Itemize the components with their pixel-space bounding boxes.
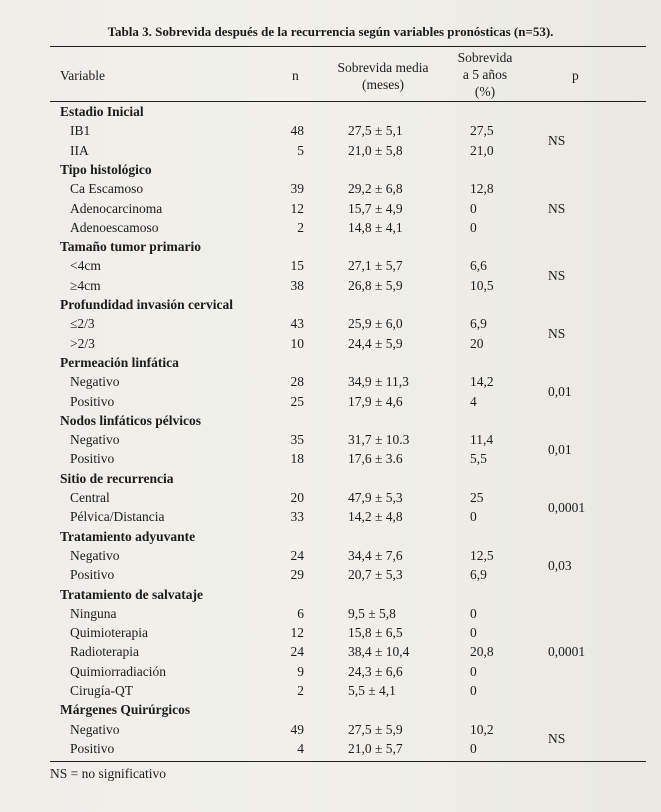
row-mean-survival: 5,5 ± 4,1 (348, 683, 396, 698)
row-variable: Positivo (70, 740, 115, 756)
row-n: 24 (290, 547, 304, 563)
row-n: 18 (290, 451, 304, 467)
row-five-year-survival: 25 (470, 490, 484, 505)
header-five-year (440, 49, 530, 100)
group-p-value: 0,01 (548, 383, 572, 399)
row-n: 15 (290, 258, 304, 274)
header-n: n (292, 68, 299, 83)
row-five-year-survival: 20 (470, 335, 484, 351)
table-title: Tabla 3. Sobrevida después de la recurrencia según variables pronósticas (n=53). (107, 24, 554, 39)
header-five-line2: a 5 años (462, 67, 508, 82)
row-variable: <4cm (70, 258, 101, 274)
row-n: 2 (297, 683, 304, 698)
row-five-year-survival: 6,9 (470, 316, 487, 332)
group-heading: Tipo histológico (60, 161, 152, 177)
group-p-value: 0,0001 (548, 499, 586, 515)
row-n: 38 (290, 277, 304, 293)
row-mean-survival: 14,8 ± 4,1 (348, 219, 403, 235)
row-five-year-survival: 6,6 (470, 258, 487, 274)
row-five-year-survival: 12,8 (470, 181, 494, 197)
row-n: 20 (290, 490, 304, 505)
group-p-value: NS (548, 200, 566, 216)
header-mean (318, 59, 448, 93)
row-mean-survival: 38,4 ± 10,4 (348, 644, 410, 660)
row-variable: IB1 (70, 123, 91, 139)
row-variable: Ca Escamoso (70, 181, 144, 197)
row-n: 12 (290, 625, 304, 641)
row-n: 6 (297, 605, 304, 621)
row-five-year-survival: 5,5 (470, 451, 487, 467)
row-five-year-survival: 11,4 (470, 432, 494, 448)
row-variable: Quimiorradiación (70, 663, 166, 679)
row-five-year-survival: 12,5 (470, 547, 494, 563)
group-heading: Tratamiento adyuvante (60, 528, 196, 544)
row-variable: >2/3 (70, 335, 95, 351)
group-p-value: NS (548, 268, 566, 284)
header-five-line1: Sobrevida (457, 50, 513, 65)
row-five-year-survival: 10,2 (470, 721, 494, 737)
row-variable: Pélvica/Distancia (70, 509, 165, 525)
row-n: 49 (290, 721, 304, 737)
row-mean-survival: 20,7 ± 5,3 (348, 567, 403, 583)
group-heading: Profundidad invasión cervical (60, 297, 234, 312)
group-heading: Nodos linfáticos pélvicos (60, 412, 202, 428)
row-variable: Positivo (70, 393, 115, 409)
row-variable: Adenoescamoso (70, 219, 159, 235)
group-p-value: NS (548, 731, 566, 747)
row-mean-survival: 26,8 ± 5,9 (348, 277, 403, 293)
row-mean-survival: 29,2 ± 6,8 (348, 181, 403, 197)
group-p-value: 0,01 (548, 441, 572, 457)
group-p-value: 0,0001 (548, 644, 586, 660)
row-variable: Cirugía-QT (70, 683, 133, 698)
row-mean-survival: 15,8 ± 6,5 (348, 625, 403, 641)
row-mean-survival: 17,6 ± 3.6 (348, 451, 403, 467)
group-heading: Márgenes Quirúrgicos (60, 702, 191, 718)
row-variable: Negativo (70, 721, 120, 737)
row-five-year-survival: 14,2 (470, 374, 494, 390)
row-mean-survival: 14,2 ± 4,8 (348, 509, 403, 525)
row-five-year-survival: 20,8 (470, 644, 494, 660)
row-n: 39 (290, 181, 304, 197)
group-p-value: 0,03 (548, 557, 572, 573)
row-mean-survival: 31,7 ± 10.3 (348, 432, 410, 448)
row-mean-survival: 34,9 ± 11,3 (348, 374, 409, 390)
row-n: 43 (290, 316, 304, 332)
row-variable: Ninguna (70, 605, 117, 621)
row-n: 5 (297, 142, 304, 158)
row-five-year-survival: 27,5 (470, 123, 494, 139)
row-n: 9 (297, 663, 304, 679)
header-variable: Variable (60, 68, 105, 83)
row-five-year-survival: 6,9 (470, 567, 487, 583)
row-five-year-survival: 10,5 (470, 277, 494, 293)
footnote: NS = no significativo (50, 766, 166, 781)
row-n: 33 (290, 509, 304, 525)
row-variable: Positivo (70, 567, 115, 583)
row-mean-survival: 24,3 ± 6,6 (348, 663, 403, 679)
bottom-rule (50, 761, 646, 762)
row-mean-survival: 17,9 ± 4,6 (348, 393, 403, 409)
row-n: 29 (290, 567, 304, 583)
row-mean-survival: 27,5 ± 5,9 (348, 721, 403, 737)
top-rule (50, 46, 646, 47)
row-variable: Adenocarcinoma (70, 200, 163, 216)
header-five-line3: (%) (474, 84, 496, 99)
row-variable: Negativo (70, 547, 120, 563)
group-heading: Sitio de recurrencia (60, 470, 174, 486)
row-five-year-survival: 0 (470, 219, 477, 235)
header-mean-line1: Sobrevida media (337, 60, 429, 75)
row-mean-survival: 21,0 ± 5,8 (348, 142, 403, 158)
group-p-value: NS (548, 325, 566, 341)
group-heading: Permeación linfática (60, 354, 179, 370)
row-mean-survival: 15,7 ± 4,9 (348, 200, 403, 216)
row-n: 4 (297, 740, 304, 756)
row-five-year-survival: 0 (470, 625, 477, 641)
row-five-year-survival: 0 (470, 663, 477, 679)
group-p-value: NS (548, 132, 566, 148)
header-rule (50, 101, 646, 102)
row-five-year-survival: 4 (470, 393, 477, 409)
row-n: 48 (290, 123, 304, 139)
row-mean-survival: 25,9 ± 6,0 (348, 316, 403, 332)
row-n: 25 (290, 393, 304, 409)
row-variable: Negativo (70, 374, 120, 390)
row-five-year-survival: 0 (470, 683, 477, 698)
header-mean-line2: (meses) (362, 77, 404, 92)
row-five-year-survival: 21,0 (470, 142, 494, 158)
row-variable: Central (70, 490, 110, 505)
row-n: 10 (290, 335, 304, 351)
row-mean-survival: 24,4 ± 5,9 (348, 335, 403, 351)
group-heading: Estadio Inicial (60, 104, 144, 119)
row-variable: Radioterapia (70, 644, 139, 660)
row-mean-survival: 34,4 ± 7,6 (348, 547, 403, 563)
row-mean-survival: 27,5 ± 5,1 (348, 123, 403, 139)
row-five-year-survival: 0 (470, 200, 477, 216)
group-heading: Tratamiento de salvataje (60, 586, 203, 602)
group-heading: Tamaño tumor primario (60, 239, 202, 255)
row-n: 35 (290, 432, 304, 448)
row-mean-survival: 21,0 ± 5,7 (348, 740, 403, 756)
row-variable: ≥4cm (70, 277, 101, 293)
row-mean-survival: 9,5 ± 5,8 (348, 605, 396, 621)
row-n: 24 (290, 644, 304, 660)
row-five-year-survival: 0 (470, 509, 477, 525)
row-variable: ≤2/3 (70, 316, 95, 332)
row-variable: Quimioterapia (70, 625, 148, 641)
row-mean-survival: 47,9 ± 5,3 (348, 490, 403, 505)
row-variable: IIA (70, 142, 89, 158)
row-n: 12 (290, 200, 304, 216)
header-p: p (572, 68, 579, 83)
row-n: 2 (297, 219, 304, 235)
row-n: 28 (290, 374, 304, 390)
row-five-year-survival: 0 (470, 605, 477, 621)
row-mean-survival: 27,1 ± 5,7 (348, 258, 403, 274)
row-variable: Negativo (70, 432, 120, 448)
row-variable: Positivo (70, 451, 115, 467)
row-five-year-survival: 0 (470, 740, 477, 756)
